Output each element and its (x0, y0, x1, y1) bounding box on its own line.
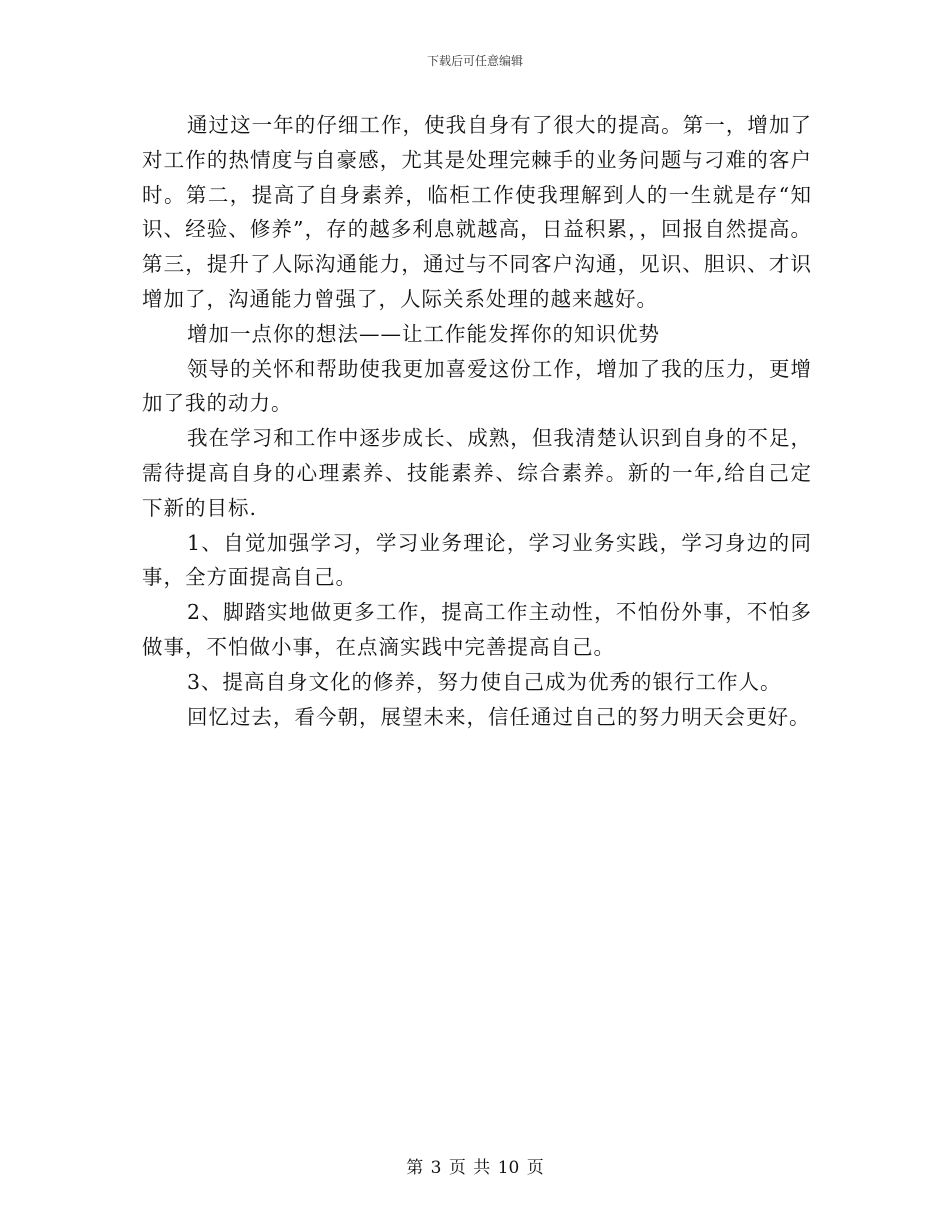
goal-item-1: 1、自觉加强学习，学习业务理论，学习业务实践，学习身边的同事，全方面提高自己。 (142, 530, 812, 590)
paragraph-idea: 增加一点你的想法——让工作能发挥你的知识优势 (187, 321, 660, 346)
paragraph-conclusion: 回忆过去，看今朝，展望未来，信任通过自己的努力明天会更好。 (187, 704, 811, 729)
page-header: 下载后可任意编辑 (426, 54, 523, 68)
page-number: 第 3 页 共 10 页 (406, 1158, 544, 1178)
paragraph-improvements: 通过这一年的仔细工作，使我自身有了很大的提高。第一，增加了对工作的热情度与自豪感，尤其是处理完棘手的业务问题与刁难的客户时。第二，提高了自身素养，临柜工作使我理解到人的一生就是存“知识、经验、修养”，存的越多利息就越高，日益积累，，回报自然提高。第三，提升了人际沟通能力，通过与不同客户沟通，见识、胆识、才识增加了，沟通能力曾强了，人际关系处理的越来越好。 (142, 113, 812, 311)
paragraph-leadership: 领导的关怀和帮助使我更加喜爱这份工作，增加了我的压力，更增加了我的动力。 (142, 356, 812, 416)
goal-item-2: 2、脚踏实地做更多工作，提高工作主动性，不怕份外事，不怕多做事，不怕做小事，在点滴实践中完善提高自己。 (142, 600, 812, 659)
document-body (142, 108, 812, 734)
goal-item-3: 3、提高自身文化的修养，努力使自己成为优秀的银行工作人。 (187, 669, 782, 694)
paragraph-growth: 我在学习和工作中逐步成长、成熟，但我清楚认识到自身的不足，需待提高自身的心理素养、技能素养、综合素养。新的一年,给自己定下新的目标. (142, 426, 812, 520)
